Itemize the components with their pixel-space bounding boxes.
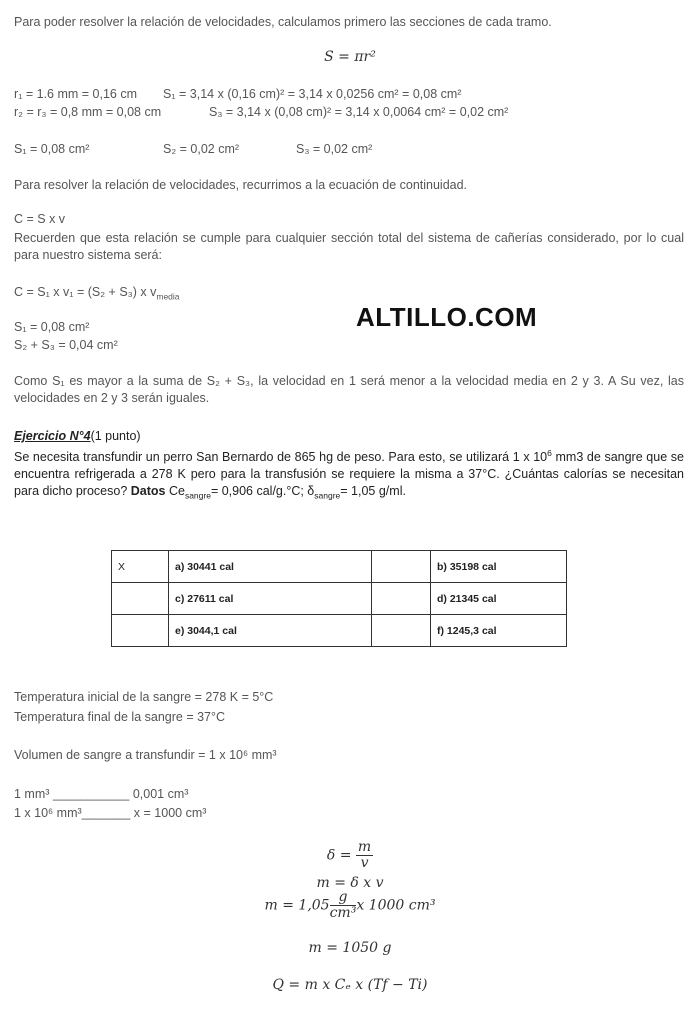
s2s3-value: S₂ + S₃ = 0,04 cm² [14, 338, 118, 352]
answer-mark[interactable] [372, 551, 431, 583]
mass-equation: m = δ x v [316, 875, 384, 891]
area-formula: S = πr² [324, 49, 376, 65]
s2-result: S₂ = 0,02 cm² [163, 142, 240, 156]
c-system-formula: C = S₁ x v₁ = (S₂ + S₃) x $v_{media}$ [14, 285, 180, 302]
s3-result: S₃ = 0,02 cm² [296, 142, 373, 156]
mass-calc-equation: m = 1,05 $\frac{g}{\text{cm³}}$ x 1000 cm³ [264, 889, 436, 921]
intro-text: Para poder resolver la relación de velocidades, calculamos primero las secciones de cada tramo. [14, 15, 552, 29]
s1-result: S₁ = 0,08 cm² [14, 142, 90, 156]
c-formula: C = S x v [14, 212, 66, 226]
table-row [112, 551, 567, 583]
s1-value: S₁ = 0,08 cm² [14, 320, 90, 334]
answer-table [111, 550, 567, 647]
watermark-logo: ALTILLO.COM [356, 302, 538, 332]
option-d[interactable]: d) 21345 cal [431, 583, 567, 615]
option-f[interactable]: f) 1245,3 cal [431, 615, 567, 647]
option-a[interactable]: a) 30441 cal [169, 551, 372, 583]
answer-mark[interactable] [112, 583, 169, 615]
temp-initial: Temperatura inicial de la sangre = 278 K = 5°C [14, 690, 274, 704]
r2-text: r₂ = r₃ = 0,8 mm = 0,08 cm [14, 105, 162, 119]
continuity-intro: Para resolver la relación de velocidades, recurrimos a la ecuación de continuidad. [14, 178, 468, 192]
exercise-block: Ejercicio N°4(1 punto) Se necesita transfundir un perro San Bernardo de 865 hg de peso. Para esto, se utilizará 1 x $10^6$ mm3 de sangre que se encuentra refrigerada a 278 K pero para la transfusión se requiere la misma a 37°C. ¿Cuántas calorías se necesitan para dicho proceso? Datos $Ce_{sangre}= 0,906$ cal/g.°C; $\delta_{sangre}= 1,05$ g/ml. [14, 429, 684, 501]
volume-text: Volumen de sangre a transfundir = 1 x 10⁶ mm³ [14, 748, 277, 762]
exercise-title: Ejercicio N°4 [14, 429, 91, 443]
answer-mark[interactable] [112, 615, 169, 647]
heat-equation: Q = m x Cₑ x (Tf − Ti) [272, 977, 428, 993]
conclusion-text: Como S₁ es mayor a la suma de S₂ + S₃, la velocidad en 1 será menor a la velocidad media en 2 y 3. A Su vez, las velocidades en 2 y 3 serán iguales. [14, 374, 684, 405]
table-row [112, 583, 567, 615]
conversion-line-2: 1 x 10⁶ mm³_______ x = 1000 cm³ [14, 806, 207, 820]
recuerden-text: Recuerden que esta relación se cumple para cualquier sección total del sistema de cañerías considerado, por lo cual para nuestro sistema será: [14, 231, 684, 262]
mass-result: m = 1050 g [308, 940, 392, 956]
option-e[interactable]: e) 3044,1 cal [169, 615, 372, 647]
temp-final: Temperatura final de la sangre = 37°C [14, 710, 226, 724]
answer-mark[interactable] [372, 583, 431, 615]
r1-text: r₁ = 1.6 mm = 0,16 cm [14, 87, 138, 101]
answer-mark[interactable]: X [112, 551, 169, 583]
datos-label: Datos [130, 484, 166, 499]
option-b[interactable]: b) 35198 cal [431, 551, 567, 583]
s1-calc: S₁ = 3,14 x (0,16 cm)² = 3,14 x 0,0256 cm² = 0,08 cm² [163, 87, 462, 101]
conversion-line-1: 1 mm³ ___________ 0,001 cm³ [14, 787, 189, 801]
answer-mark[interactable] [372, 615, 431, 647]
s3-calc: S₃ = 3,14 x (0,08 cm)² = 3,14 x 0,0064 cm² = 0,02 cm² [209, 105, 509, 119]
exercise-points: (1 punto) [90, 429, 141, 443]
table-row [112, 615, 567, 647]
option-c[interactable]: c) 27611 cal [169, 583, 372, 615]
density-equation: δ = $\frac{m}{v}$ [326, 839, 372, 871]
